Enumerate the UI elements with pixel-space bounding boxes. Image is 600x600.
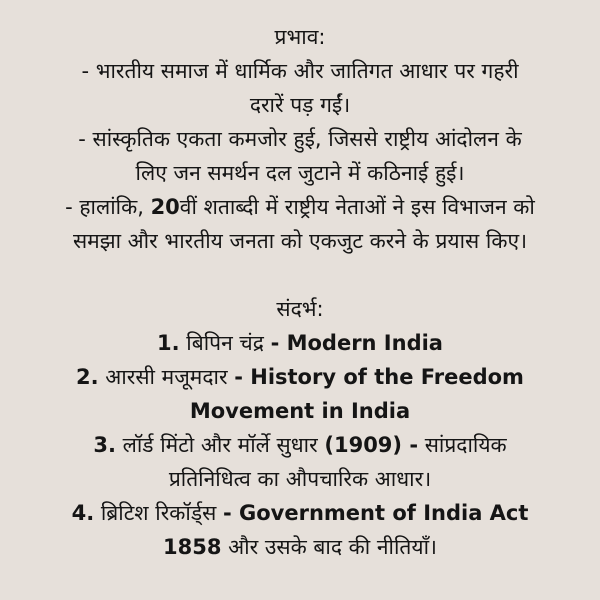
impact-line-3: - सांस्कृतिक एकता कमजोर हुई, जिससे राष्ट्रीय आंदोलन के — [78, 127, 522, 151]
reference-1-author: बिपिन चंद्र — [179, 331, 271, 355]
reference-2-author: आरसी मजूमदार — [98, 365, 235, 389]
reference-2 — [14, 360, 586, 394]
impact-heading: प्रभाव: — [274, 25, 326, 49]
reference-1-number: 1. — [157, 331, 180, 355]
reference-2-title-b: Movement in India — [189, 399, 411, 423]
reference-4-title: - Government of India Act — [222, 501, 529, 525]
impact-section — [14, 20, 586, 258]
references-heading: संदर्भ: — [276, 297, 324, 321]
reference-4 — [14, 496, 586, 530]
reference-3-number: 3. — [93, 433, 116, 457]
reference-4-year: 1858 — [163, 535, 222, 559]
impact-line-5-suffix: वीं शताब्दी में राष्ट्रीय नेताओं ने इस विभाजन को — [179, 195, 535, 219]
reference-3-tail: सांप्रदायिक — [418, 433, 507, 457]
impact-line-5-prefix: - हालांकि, — [65, 195, 151, 219]
reference-4-tail: और उसके बाद की नीतियाँ। — [221, 535, 437, 559]
impact-line-2: दरारें पड़ गईं। — [249, 93, 351, 117]
reference-3 — [14, 428, 586, 462]
reference-4-line-2 — [14, 530, 586, 564]
impact-line-4: लिए जन समर्थन दल जुटाने में कठिनाई हुई। — [135, 161, 465, 185]
reference-4-text: ब्रिटिश रिकॉर्ड्स — [94, 501, 223, 525]
reference-3-text: लॉर्ड मिंटो और मॉर्ले सुधार — [115, 433, 325, 457]
reference-2-title-a: - History of the Freedom — [234, 365, 524, 389]
reference-4-number: 4. — [71, 501, 95, 525]
reference-2-number: 2. — [76, 365, 99, 389]
impact-line-1: - भारतीय समाज में धार्मिक और जातिगत आधार पर गहरी — [81, 59, 519, 83]
reference-1 — [14, 326, 586, 360]
impact-line-6: समझा और भारतीय जनता को एकजुट करने के प्रयास किए। — [72, 229, 528, 253]
impact-line-5-century: 20 — [150, 195, 180, 219]
reference-3-line-2: प्रतिनिधित्व का औपचारिक आधार। — [168, 467, 432, 491]
reference-1-title: - Modern India — [270, 331, 443, 355]
impact-line-5 — [14, 190, 586, 224]
section-spacer — [14, 258, 586, 292]
reference-3-year: (1909) - — [324, 433, 419, 457]
references-section — [14, 292, 586, 564]
